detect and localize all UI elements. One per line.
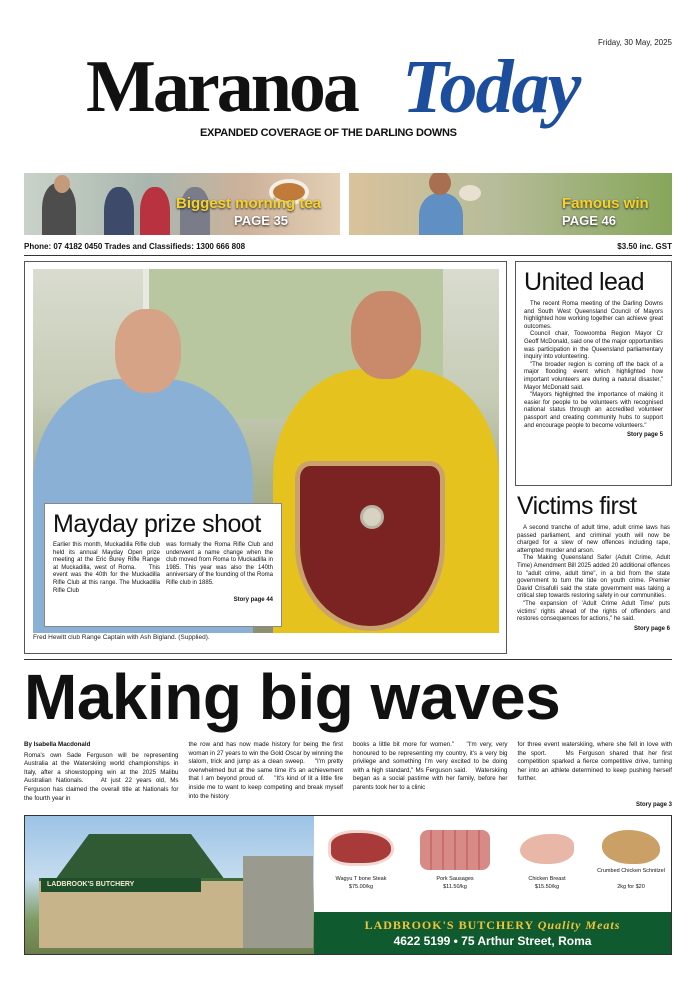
steak-icon	[328, 830, 394, 866]
story-ref[interactable]: Story page 3	[635, 802, 672, 808]
chicken-breast-icon	[520, 834, 574, 864]
ad-slogan: Quality Meats	[537, 918, 621, 932]
masthead-maranoa: Maranoa	[86, 46, 357, 128]
united-para: "Mayors highlighted the importance of making it easier for people to be volunteers with recognised national status through an accredited volunteer passport and creating community hubs to support and encourage people to become volunteers."	[524, 392, 663, 429]
article-text: books a little bit more for women." "I'm very, very honoured to be representing my country, it's a very big privilege and something I'm very excited to be doing with a high standard," Ms Ferguson said. Waterskiing began as a social pastime with her family, before her parents took her to a clinic	[353, 741, 508, 791]
promo-photo-player	[429, 173, 451, 195]
contact-line: Phone: 07 4182 0450 Trades and Classifieds: 1300 666 808	[24, 242, 246, 251]
promo-page: PAGE 35	[234, 213, 288, 228]
promo-page: PAGE 46	[562, 213, 616, 228]
promo-photo-person	[54, 175, 70, 193]
promo-photo-player	[419, 193, 463, 235]
promo-football	[459, 185, 481, 201]
ad-item-schnitzel[interactable]	[591, 830, 671, 894]
schnitzel-icon	[602, 830, 660, 864]
mayday-story[interactable]	[44, 503, 282, 627]
united-para: "The broader region is coming off the back of a major flooding event which highlighted how important volunteers are during a natural disaster," Mayor McDonald said.	[524, 361, 663, 391]
mayday-headline: Mayday prize shoot	[53, 510, 261, 538]
united-lead-story[interactable]	[515, 261, 672, 486]
price: $3.50 inc. GST	[617, 242, 672, 251]
story-ref[interactable]: Story page 5	[626, 432, 663, 439]
victims-para: "The expansion of 'Adult Crime Adult Time' puts victims' rights ahead of the rights of offenders and restores consequences for actions," he said.	[517, 600, 670, 623]
sausages-icon	[420, 830, 490, 870]
ad-item-tbone[interactable]	[321, 830, 401, 894]
promo-morning-tea[interactable]	[24, 173, 340, 235]
promo-title: Famous win	[562, 195, 649, 212]
article-text: for three event waterskiing, where she fell in love with the sport. Ms Ferguson shared that her first competition sparked a fierce competitive drive, turning her into an athlete determined to keep pushing herself further.	[517, 741, 672, 783]
shield-trophy	[295, 461, 445, 631]
photo-caption: Fred Hewitt club Range Captain with Ash Bigland. (Supplied).	[33, 634, 210, 641]
promo-famous-win[interactable]	[349, 173, 672, 235]
story-ref[interactable]: Story page 6	[633, 625, 670, 632]
photo-man-left-head	[115, 309, 181, 393]
masthead	[86, 46, 626, 128]
issue-date: Friday, 30 May, 2025	[598, 38, 672, 47]
victims-para: The Making Queensland Safer (Adult Crime, Adult Time) Amendment Bill 2025 added 20 additional offences to "adult crime, adult time", in a bid from the state government to turn the tide on youth crime. Premier David Crisafulli said the state government was taking a critical step towards restoring safety in our communities.	[517, 555, 670, 600]
main-headline[interactable]: Making big waves	[24, 661, 561, 733]
mayday-text: Earlier this month, Muckadilla Rifle club held its annual Mayday Open prize meeting at the Eric Burey Rifle Range at Muckadilla, west of Roma. This event was the 40th for the Muckadilla Rifle Club at this range. The Muckadilla Rifle Club	[53, 542, 160, 594]
ad-item-price: 2kg for $20	[617, 884, 645, 890]
shop-roof	[55, 834, 225, 880]
ad-business-name: LADBROOK'S BUTCHERY	[364, 918, 534, 932]
ad-item-name: Wagyu T bone Steak	[335, 876, 387, 882]
united-para: Council chair, Toowoomba Region Mayor Cr Geoff McDonald, said one of the major opportunities was participation in the Queensland parliamentary inquiry into volunteering.	[524, 331, 663, 361]
tagline: EXPANDED COVERAGE OF THE DARLING DOWNS	[200, 127, 457, 139]
main-article	[24, 741, 672, 803]
ad-item-name: Pork Sausages	[436, 876, 474, 882]
ad-item-chicken[interactable]	[507, 830, 587, 894]
ad-item-price: $11.50/kg	[443, 884, 467, 890]
article-text: the row and has now made history for being the first woman in 27 years to win the Gold Oscar by winning the slalom, trick and jump as a clean sweep. "I'm pretty overwhelmed but at the same time it's an achievement that I am beyond proud of. "It's kind of lit a little fire inside me to want to keep competing and break myself into the history	[188, 741, 343, 800]
ad-item-sausages[interactable]	[415, 830, 495, 894]
mayday-text: was formally the Roma Rifle Club and underwent a name change when the club moved from Roma to Muckadilla in 1985. This year was also the 140th anniversary of the founding of the Roma Rifle club in 1885.	[166, 542, 273, 586]
story-ref[interactable]: Story page 44	[233, 597, 273, 604]
shopfront-photo	[25, 816, 314, 954]
ad-item-name: Chicken Breast	[528, 876, 566, 882]
byline: By Isabella Macdonald	[24, 741, 91, 748]
promo-photo-person	[104, 187, 134, 235]
trophy-medal	[360, 505, 384, 529]
divider	[24, 659, 672, 660]
promo-photo-person	[140, 187, 170, 235]
ad-contact: 4622 5199 • 75 Arthur Street, Roma	[393, 934, 592, 948]
ad-item-price: $75.00/kg	[348, 884, 374, 890]
divider	[24, 255, 672, 256]
ad-item-price: $15.50/kg	[534, 884, 560, 890]
promo-title: Biggest morning tea	[176, 195, 322, 212]
united-headline: United lead	[524, 268, 644, 296]
ad-contact-bar[interactable]	[314, 912, 671, 954]
victims-first-story[interactable]	[515, 492, 672, 632]
ad-item-name: Crumbed Chicken Schnitzel	[597, 868, 665, 874]
victims-para: A second tranche of adult time, adult crime laws has passed parliament, and criminal youth will now be charged for a slew of new offences including rape, attempted murder and arson.	[517, 525, 670, 554]
article-text: Roma's own Sade Ferguson will be representing Australia at the Waterskiing world championships in Italy, after a showstopping win at the 2025 Malibu Australian Nationals. At just 22 years old, Ms Ferguson has claimed the overall title at Nationals for the fourth year in	[24, 751, 179, 802]
photo-man-right-head	[351, 291, 421, 379]
masthead-today: Today	[402, 45, 580, 129]
shop-sign: LADBROOK'S BUTCHERY	[41, 878, 201, 892]
victims-headline: Victims first	[517, 492, 637, 520]
united-para: The recent Roma meeting of the Darling Downs and South West Queensland Council of Mayors highlighted how working together can achieve great outcomes.	[524, 301, 663, 330]
shop-shed	[243, 856, 313, 948]
butchery-advert[interactable]	[24, 815, 672, 955]
